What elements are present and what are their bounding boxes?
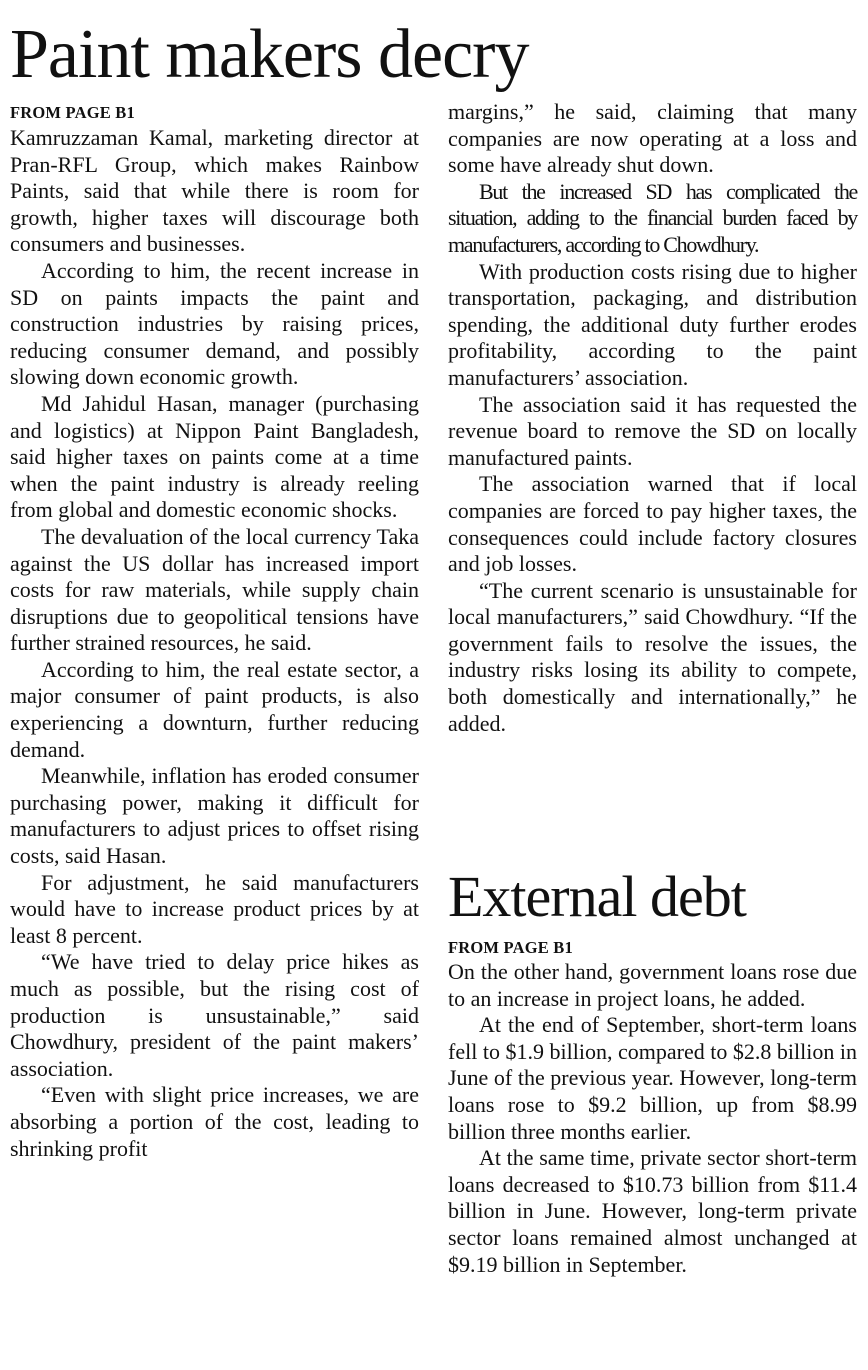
article-headline-external-debt: External debt [448,864,746,929]
paragraph: margins,” he said, claiming that many companies are now operating at a loss and some have already shut down. [448,99,857,178]
paragraph: At the end of September, short-term loans fell to $1.9 billion, compared to $2.8 billion in June of the previous year. However, long-term loans rose to $9.2 billion, up from $8.99 billion three months earlier. [448,1012,857,1144]
paragraph: The devaluation of the local currency Taka against the US dollar has increased import costs for raw materials, while supply chain disruptions due to geopolitical tensions have further strained resources, he said. [10,523,419,656]
article-kicker-external-debt: FROM PAGE B1 [448,938,573,957]
paragraph: The association warned that if local companies are forced to pay higher taxes, the consequences could include factory closures and job losses. [448,471,857,577]
paragraph: For adjustment, he said manufacturers would have to increase product prices by at least 8 percent. [10,869,419,948]
article-column-1 [10,125,419,1162]
paragraph: According to him, the recent increase in SD on paints impacts the paint and construction industries by raising prices, reducing consumer demand, and possibly slowing down economic growth. [10,257,419,390]
paragraph: Md Jahidul Hasan, manager (purchasing and logistics) at Nippon Paint Bangladesh, said higher taxes on paints come at a time when the paint industry is already reeling from global and domestic economic shocks. [10,390,419,523]
paragraph: According to him, the real estate sector, a major consumer of paint products, is also experiencing a downturn, further reducing demand. [10,656,419,762]
paragraph: “The current scenario is unsustainable for local manufacturers,” said Chowdhury. “If the government fails to resolve the issues, the industry risks losing its ability to compete, both domestically and internationally,” he added. [448,577,857,736]
article-headline-paint-makers: Paint makers decry [10,16,529,93]
paragraph: Meanwhile, inflation has eroded consumer purchasing power, making it difficult for manufacturers to adjust prices to offset rising costs, said Hasan. [10,763,419,869]
paragraph: At the same time, private sector short-term loans decreased to $10.73 billion from $11.4 billion in June. However, long-term private sector loans remained almost unchanged at $9.19 billion in September. [448,1145,857,1277]
article-column-3 [448,959,857,1278]
paragraph: But the increased SD has complicated the situation, adding to the financial burden faced by manufacturers, according to Chowdhury. [448,178,857,257]
paragraph: “Even with slight price increases, we are absorbing a portion of the cost, leading to shrinking profit [10,1082,419,1161]
paragraph: With production costs rising due to higher transportation, packaging, and distribution spending, the additional duty further erodes profitability, according to the paint manufacturers’ association. [448,258,857,390]
article-column-2 [448,99,857,737]
paragraph: “We have tried to delay price hikes as much as possible, but the rising cost of production is unsustainable,” said Chowdhury, president of the paint makers’ association. [10,949,419,1081]
paragraph: The association said it has requested the revenue board to remove the SD on locally manufactured paints. [448,391,857,470]
article-kicker-paint-makers: FROM PAGE B1 [10,103,135,122]
paragraph: On the other hand, government loans rose due to an increase in project loans, he added. [448,959,857,1011]
paragraph: Kamruzzaman Kamal, marketing director at Pran-RFL Group, which makes Rainbow Paints, said that while there is room for growth, higher taxes will discourage both consumers and businesses. [10,125,419,257]
